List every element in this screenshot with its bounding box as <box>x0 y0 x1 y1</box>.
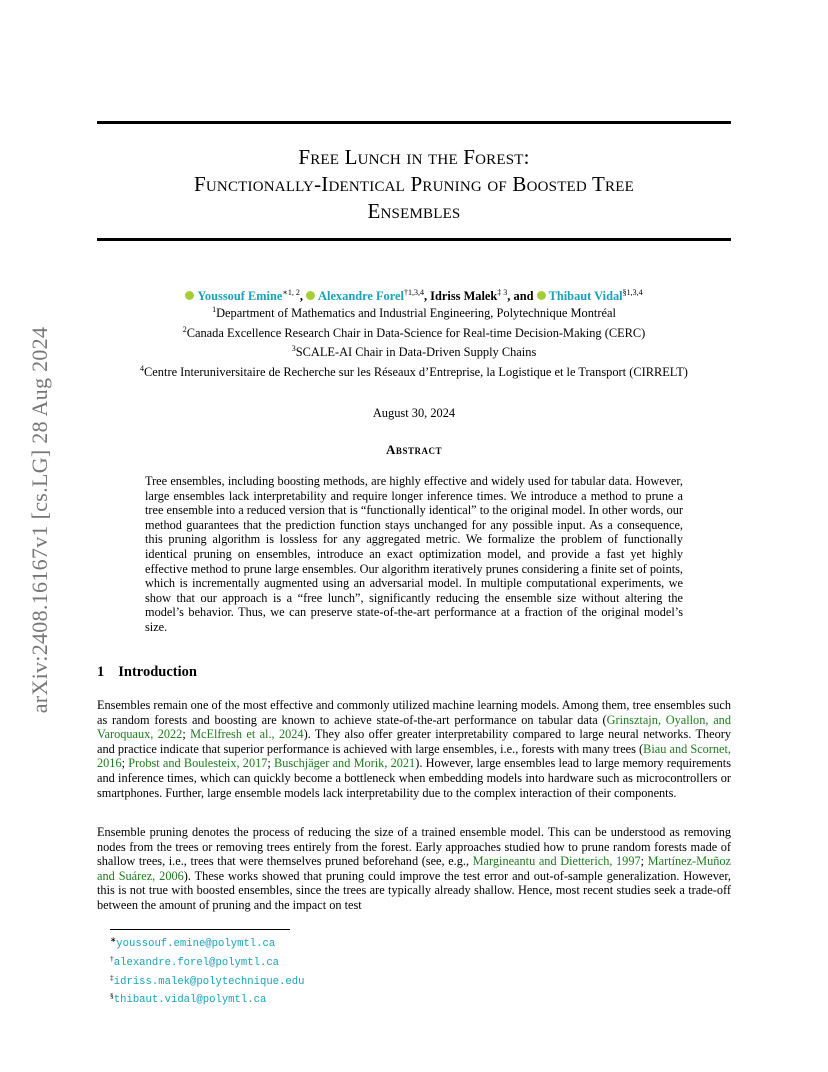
citation-link[interactable]: Biau and Scornet, 2016 <box>97 741 731 771</box>
intro-paragraph-2: Ensemble pruning denotes the process of reducing the size of a trained ensemble model. This can be understood as removing nodes from the trees or removing trees entirely from the forest. Early approaches studied how to prune random forests made of shallow trees, i.e., trees that were themselves pruned beforehand (see, e.g., Margineantu and Dietterich, 1997; Martínez-Muñoz and Suárez, 2006). These works showed that pruning could improve the test error and out-of-sample generalization. However, this is not true with boosted ensembles, since the trees are typically already shallow. Hence, most recent studies seek a trade-off between the amount of pruning and the impact on test <box>97 825 732 912</box>
abstract-heading: Abstract <box>386 442 442 457</box>
publication-date: August 30, 2024 <box>372 406 456 420</box>
arxiv-identifier: arXiv:2408.16167v1 [cs.LG] 28 Aug 2024 <box>27 326 52 714</box>
email-link[interactable]: idriss.malek@polytechnique.edu <box>113 975 305 988</box>
author-superscript: §1,3,4 <box>622 288 643 297</box>
footnotes <box>110 933 510 1008</box>
author-alexandre-forel[interactable]: Alexandre Forel <box>306 289 404 303</box>
title-line: Free Lunch in the Forest: <box>298 145 530 169</box>
citation-link[interactable]: Grinsztajn, Oyallon, and Varoquaux, 2022 <box>97 712 731 742</box>
intro-paragraph-1: Ensembles remain one of the most effective and commonly utilized machine learning models. Among them, tree ensembles such as random forests and boosting are known to achieve state-of-the-art performance on tabular data (Grinsztajn, Oyallon, and Varoquaux, 2022; McElfresh et al., 2024). They also offer greater interpretability compared to large neural networks. Theory and practice indicate that superior performance is achieved with large ensembles, i.e., forests with many trees (Biau and Scornet, 2016; Probst and Boulesteix, 2017; Buschjäger and Morik, 2021). However, large ensembles lead to large memory requirements and inference times, which can quickly become a bottleneck when embedding models into hardware such as microcontrollers or smartphones. Further, large ensemble models lack interpretability due to the complex interaction of their components. <box>97 698 731 800</box>
abstract-text: Tree ensembles, including boosting methods, are highly effective and widely used for tabular data. However, large ensembles lack interpretability and require longer inference times. We introduce a method to prune a tree ensemble into a reduced version that is “functionally identical” to the original model. In other words, our method guarantees that the prediction function stays unchanged for any possible input. As a consequence, this pruning algorithm is lossless for any aggregated metric. We formalize the problem of functionally identical pruning on ensembles, introduce an exact optimization model, and provide a fast yet highly effective method to prune large ensembles. Our algorithm iteratively prunes considering a finite set of points, which is incrementally augmented using an adversarial model. In multiple computational experiments, we show that our approach is a “free lunch”, significantly reducing the ensemble size without altering the model’s behavior. Thus, we can preserve state-of-the-art performance at a fraction of the original model’s size. <box>145 474 683 634</box>
orcid-icon[interactable] <box>185 291 194 300</box>
affiliation: $^2$Canada Excellence Research Chair in Data-Science for Real-time Decision-Making (CERC) <box>182 324 646 340</box>
orcid-icon[interactable] <box>537 291 546 300</box>
title-line: Ensembles <box>367 199 461 223</box>
citation-link[interactable]: Probst and Boulesteix, 2017 <box>128 756 268 771</box>
title-bottom-rule <box>97 238 731 241</box>
author-idriss-malek: Idriss Malek <box>430 289 498 304</box>
footnote-rule <box>110 929 290 930</box>
orcid-icon[interactable] <box>306 291 315 300</box>
section-number: 1 <box>97 664 105 680</box>
citation-link[interactable]: McElfresh et al., 2024 <box>190 727 304 742</box>
title-line: Functionally-Identical Pruning of Boosted Tree <box>194 172 634 196</box>
title-top-rule <box>97 121 731 124</box>
footnote: §thibaut.vidal@polymtl.ca <box>110 991 267 1007</box>
email-link[interactable]: youssouf.emine@polymtl.ca <box>116 938 276 950</box>
footnote: †alexandre.forel@polymtl.ca <box>110 953 280 969</box>
paper-title <box>97 144 731 225</box>
author-superscript: ‡ 3 <box>497 288 508 297</box>
author-youssouf-emine[interactable]: Youssouf Emine <box>185 289 282 303</box>
footnote: ‡idriss.malek@polytechnique.edu <box>110 972 305 988</box>
citation-link[interactable]: Buschjäger and Morik, 2021 <box>274 756 416 771</box>
affiliation: $^4$Centre Interuniversitaire de Recherche sur les Réseaux d’Entreprise, la Logistique et le Transport (CIRRELT) <box>140 363 688 379</box>
arxiv-sidebar-stamp <box>22 280 58 760</box>
citation-link[interactable]: Martínez-Muñoz and Suárez, 2006 <box>97 854 731 883</box>
author-list: Youssouf Emine$^{∗1, 2}$, Alexandre Forel$^{\dagger 1,3,4}$, Idriss Malek$^{\ddagger 3}$, and Thibaut Vidal$^{\S 1,3,4}$ <box>97 285 731 304</box>
email-link[interactable]: alexandre.forel@polymtl.ca <box>113 956 280 969</box>
citation-link[interactable]: Margineantu and Dietterich, 1997 <box>472 854 641 869</box>
email-link[interactable]: thibaut.vidal@polymtl.ca <box>113 994 267 1007</box>
section-title: Introduction <box>118 664 197 680</box>
author-superscript: ∗1, 2 <box>282 288 300 297</box>
footnote: ∗youssouf.emine@polymtl.ca <box>110 935 276 950</box>
affiliation: $^1$Department of Mathematics and Industrial Engineering, Polytechnique Montréal <box>212 305 616 321</box>
affiliation-list <box>97 302 731 381</box>
author-superscript: †1,3,4 <box>403 288 424 297</box>
affiliation: $^3$SCALE-AI Chair in Data-Driven Supply Chains <box>291 344 537 360</box>
section-heading <box>97 664 197 681</box>
author-thibaut-vidal[interactable]: Thibaut Vidal <box>537 289 623 303</box>
